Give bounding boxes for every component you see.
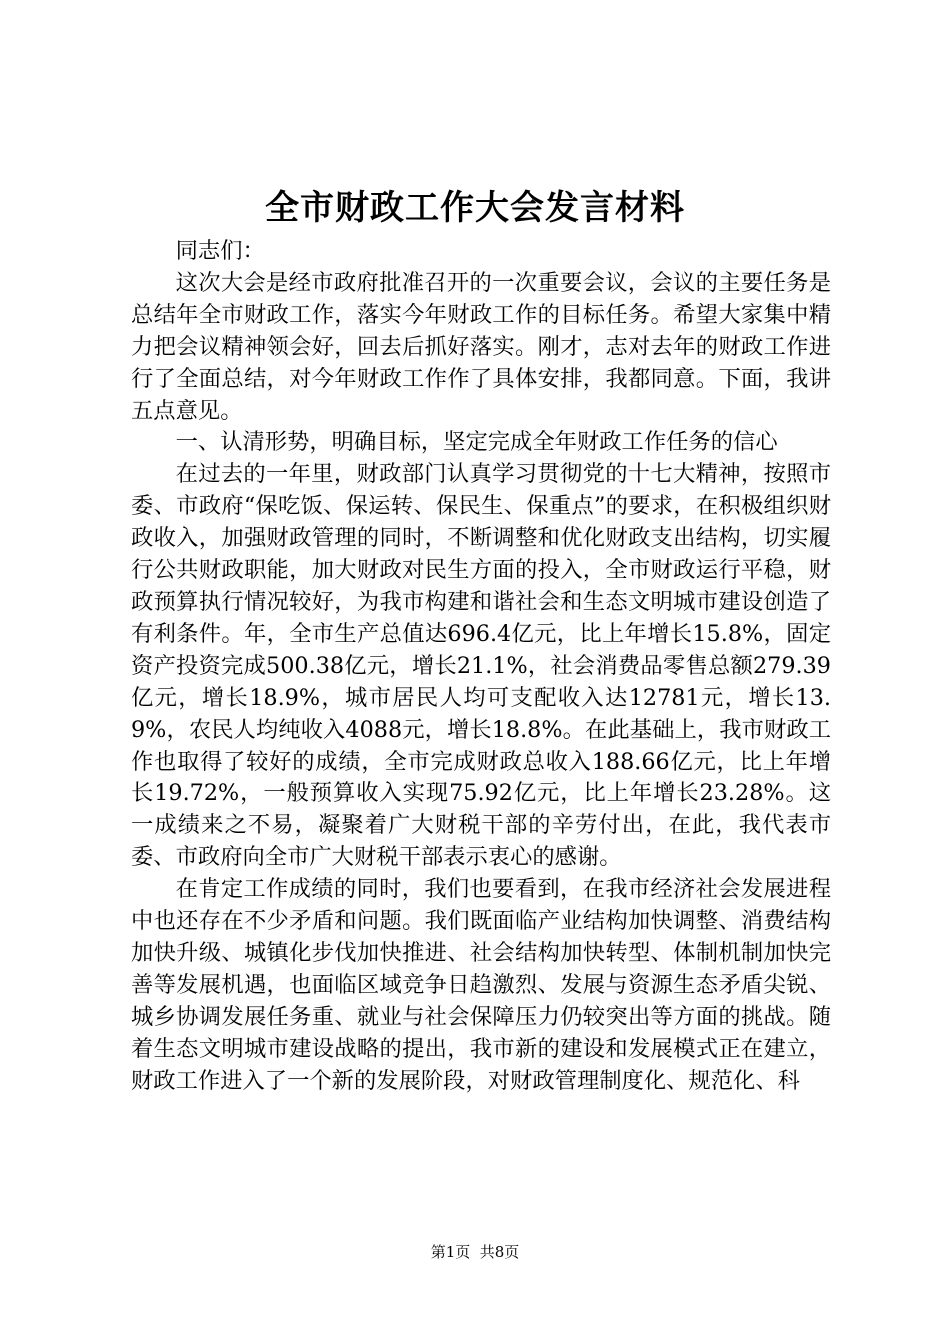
paragraph-achievements: 在过去的一年里，财政部门认真学习贯彻党的十七大精神，按照市委、市政府“保吃饭、保运转、保民生、保重点”的要求，在积极组织财政收入，加强财政管理的同时，不断调整和优化财政支出结构，切实履行公共财政职能，加大财政对民生方面的投入，全市财政运行平稳，财政预算执行情况较好，为我市构建和谐社会和生态文明城市建设创造了有利条件。年，全市生产总值达696.4亿元，比上年增长15.8%，固定资产投资完成500.38亿元，增长21.1%，社会消费品零售总额279.39亿元，增长18.9%，城市居民人均可支配收入达12781元，增长13.9%，农民人均纯收入4088元，增长18.8%。在此基础上，我市财政工作也取得了较好的成绩，全市完成财政总收入188.66亿元，比上年增长19.72%，一般预算收入实现75.92亿元，比上年增长23.28%。这一成绩来之不易，凝聚着广大财税干部的辛劳付出，在此，我代表市委、市政府向全市广大财税干部表示衷心的感谢。 bbox=[131, 461, 831, 871]
page-footer bbox=[0, 1242, 950, 1262]
paragraph-salutation: 同志们： bbox=[175, 238, 265, 264]
document-title: 全市财政工作大会发言材料 bbox=[265, 188, 685, 228]
section-heading-1: 一、认清形势，明确目标，坚定完成全年财政工作任务的信心 bbox=[175, 429, 778, 456]
paragraph-challenges: 在肯定工作成绩的同时，我们也要看到，在我市经济社会发展进程中也还存在不少矛盾和问题。我们既面临产业结构加快调整、消费结构加快升级、城镇化步伐加快推进、社会结构加快转型、体制机制加快完善等发展机遇，也面临区域竞争日趋激烈、发展与资源生态矛盾尖锐、城乡协调发展任务重、就业与社会保障压力仍较突出等方面的挑战。随着生态文明城市建设战略的提出，我市新的建设和发展模式正在建立，财政工作进入了一个新的发展阶段，对财政管理制度化、规范化、科 bbox=[131, 876, 831, 1094]
page-number: 第1页 共8页 bbox=[430, 1243, 520, 1261]
paragraph-intro: 这次大会是经市政府批准召开的一次重要会议，会议的主要任务是总结年全市财政工作，落实今年财政工作的目标任务。希望大家集中精力把会议精神领会好，回去后抓好落实。刚才，志对去年的财政工作进行了全面总结，对今年财政工作作了具体安排，我都同意。下面，我讲五点意见。 bbox=[131, 269, 831, 424]
document-body bbox=[131, 236, 831, 1097]
